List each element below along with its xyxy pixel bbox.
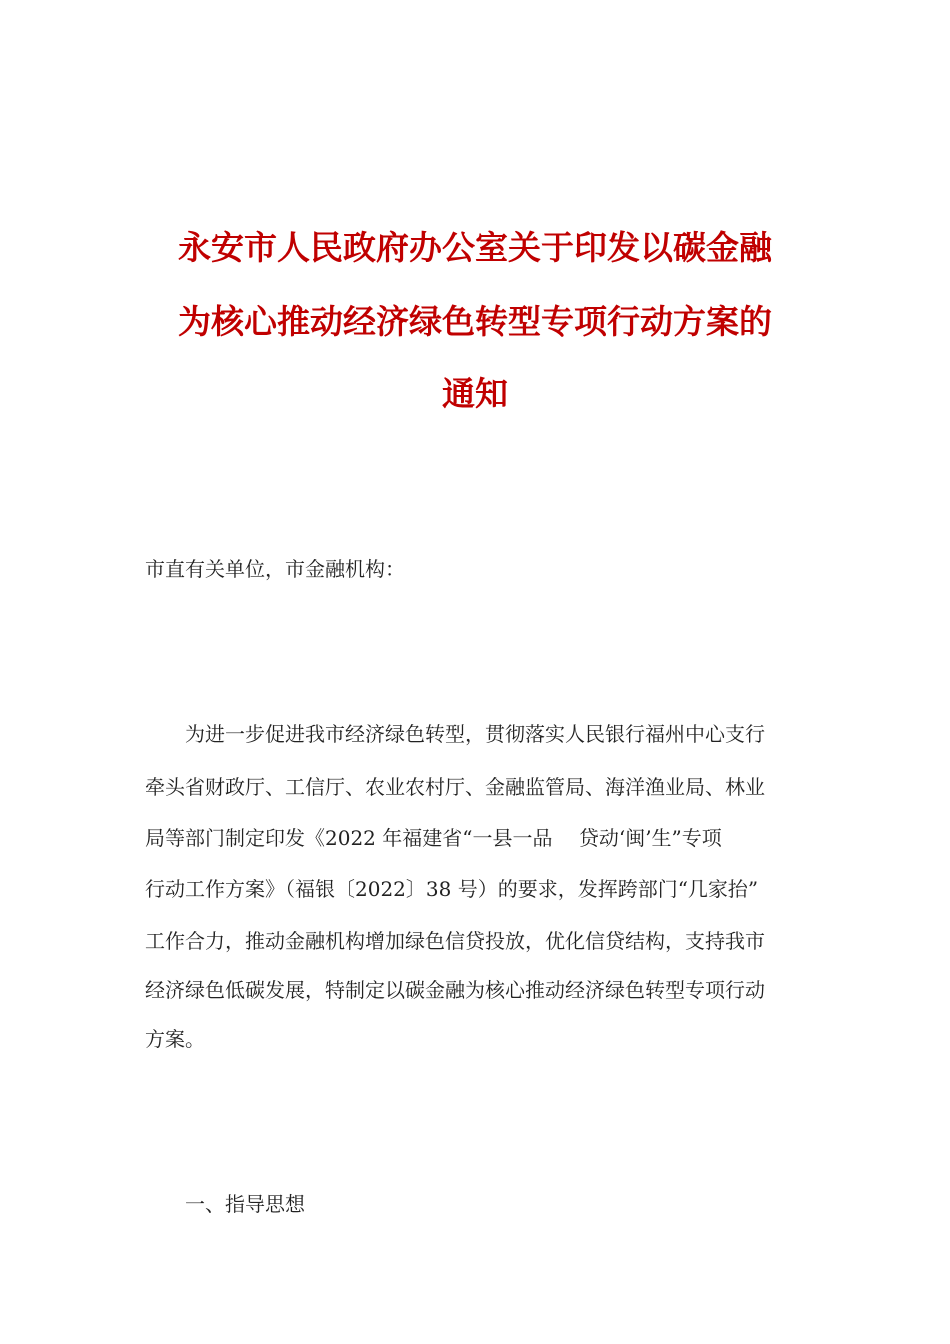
body-paragraph-line: 方案。 bbox=[145, 1027, 205, 1051]
document-title-line-1: 永安市人民政府办公室关于印发以碳金融 bbox=[178, 228, 772, 267]
body-paragraph-line: 行动工作方案》（福银〔2022〕38 号）的要求，发挥跨部门“几家抬” bbox=[145, 877, 759, 901]
document-title-line-2: 为核心推动经济绿色转型专项行动方案的 bbox=[178, 302, 772, 341]
body-paragraph-line: 局等部门制定印发《2022 年福建省“一县一品 贷动‘闽’生”专项 bbox=[145, 826, 722, 850]
body-paragraph-line: 为进一步促进我市经济绿色转型，贯彻落实人民银行福州中心支行 bbox=[185, 722, 765, 746]
body-paragraph-line: 工作合力，推动金融机构增加绿色信贷投放，优化信贷结构，支持我市 bbox=[145, 929, 765, 953]
document-title-line-3: 通知 bbox=[442, 374, 508, 413]
section-heading: 一、指导思想 bbox=[185, 1192, 305, 1216]
body-paragraph-line: 经济绿色低碳发展，特制定以碳金融为核心推动经济绿色转型专项行动 bbox=[145, 978, 765, 1002]
body-paragraph-line: 牵头省财政厅、工信厅、农业农村厅、金融监管局、海洋渔业局、林业 bbox=[145, 775, 765, 799]
salutation: 市直有关单位，市金融机构： bbox=[145, 557, 405, 581]
